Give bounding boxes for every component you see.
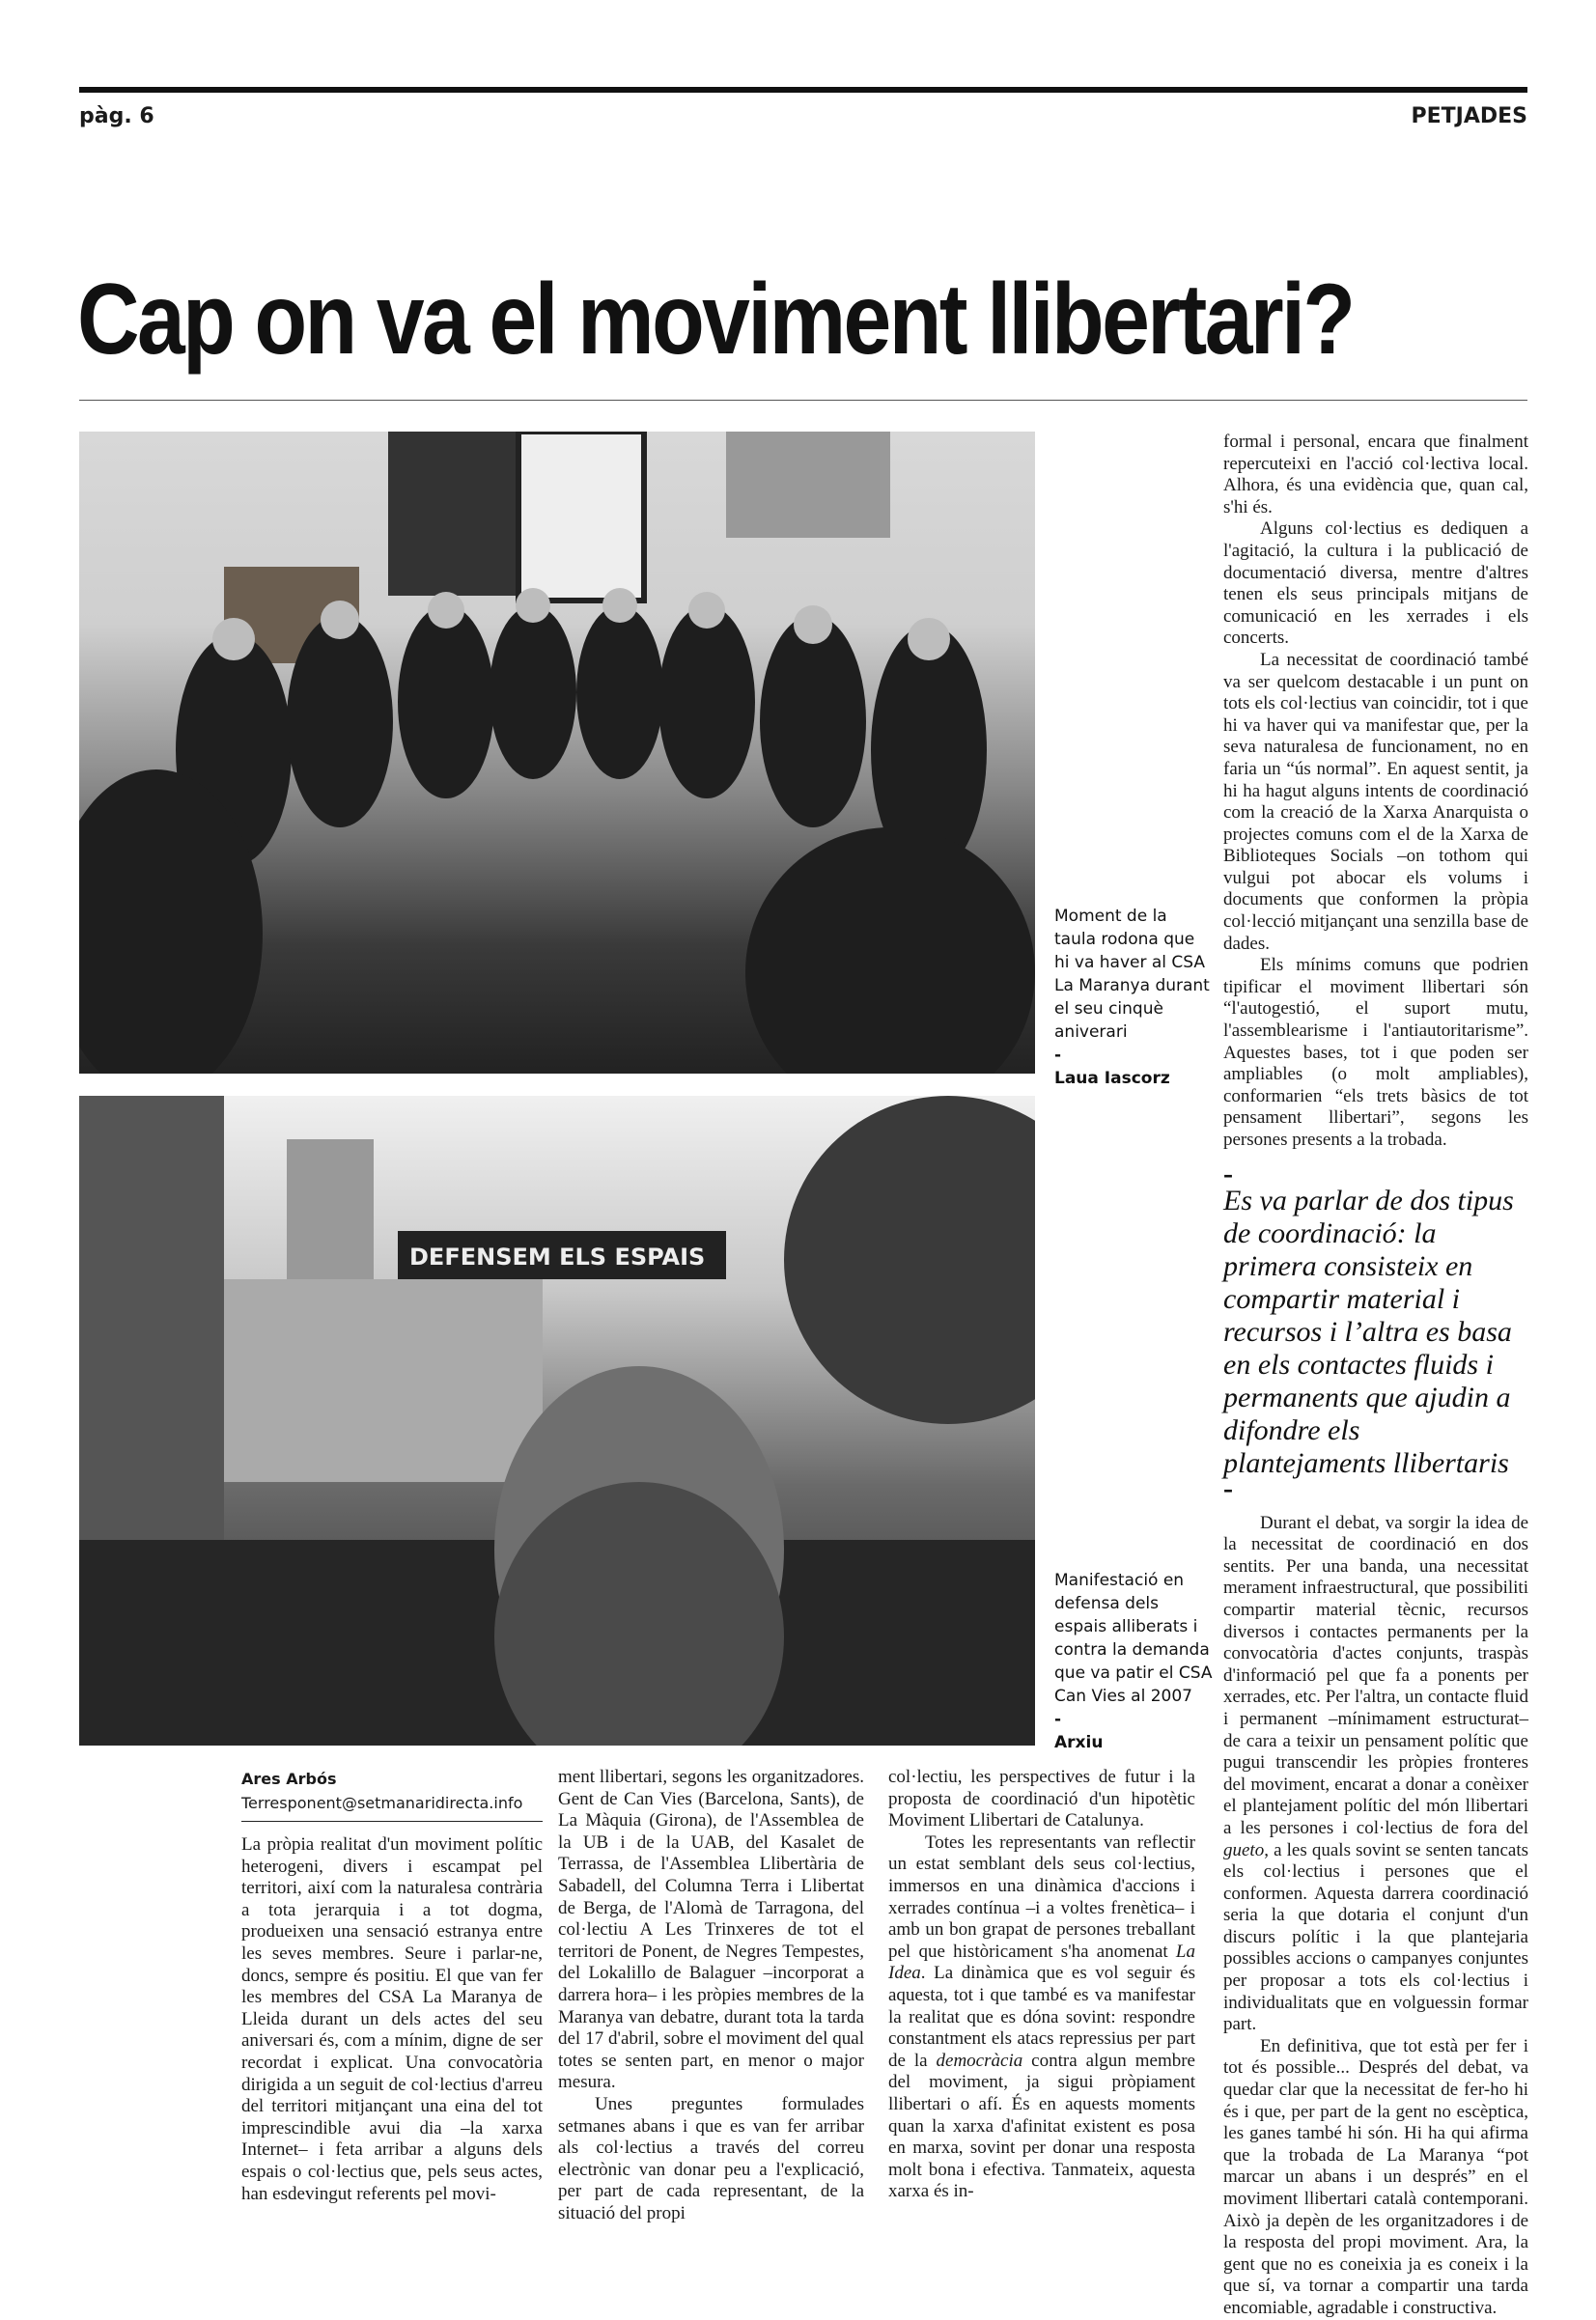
article-right-column	[1223, 432, 1528, 2320]
caption-separator: -	[1054, 1710, 1062, 1729]
photo-demonstration-illustration	[79, 1096, 1035, 1746]
article-column-1	[241, 1834, 543, 2205]
headline: Cap on va el moviment llibertari?	[77, 264, 1354, 376]
photo-credit: Arxiu	[1054, 1733, 1104, 1752]
pull-quote-text: Es va parlar de dos tipus de coordinació: la primera consisteix en compartir material i recursos i l’altra es basa en els contactes fluids i permanents que ajudin a difondre els plantejaments llibertaris	[1223, 1184, 1514, 1479]
emphasis: democràcia	[936, 2050, 1023, 2071]
caption-separator: -	[1054, 1046, 1062, 1065]
author-name: Ares Arbós	[241, 1770, 337, 1788]
article-column-right-top	[1223, 432, 1528, 1152]
paragraph: En definitiva, que tot està per fer i tot és possible... Després del debat, va quedar clar que la necessitat de fer-ho hi és i que, per part de la gent no escèptica, les ganes també hi són. Hi ha qui afirma que la trobada de La Maranya “pot marcar un abans i un després” en el moviment llibertari català contemporani. Això ja depèn de les organitzadores i de la resposta del propi moviment. Ara, la gent que no es coneixia ja es coneix i la que sí, va tornar a compartir una tarda encomiable, agradable i constructiva.	[1223, 2035, 1528, 2318]
text-run: , a les quals sovint se senten tancats els col·lectius i persones que el conformen. Aquesta darrera coordinació seria la que dotaria el conjunt d'un discurs polític i la que plantejaria possibles accions o campanyes conjuntes per proposar a tots els col·lectius i individualitats que en volguessin formar part.	[1223, 1839, 1528, 2035]
article-column-right-bottom	[1223, 1513, 1528, 2320]
page-number: pàg. 6	[79, 104, 154, 128]
paragraph: Alguns col·lectius es dediquen a l'agitació, la cultura i la publicació de documentació diversa, mentre d'altres tenen els seus principals mitjans de comunicació en les xerrades i els concerts.	[1223, 518, 1528, 649]
caption-text: Moment de la taula rodona que hi va haver al CSA La Maranya durant el seu cinquè aniverari	[1054, 907, 1210, 1042]
article-column-3	[888, 1767, 1195, 2203]
pull-quote	[1223, 1162, 1528, 1501]
photo-caption	[1054, 1569, 1214, 1754]
emphasis: gueto	[1223, 1839, 1265, 1860]
paragraph: Els mínims comuns que podrien tipificar el moviment llibertari són “l'autogestió, el suport mutu, l'assemblearisme i l'antiautoritarisme”. Aquestes bases, tot i que poden ser ampliables (o molt ampliables), conformarien “els trets bàsics de tot pensament llibertari”, segons les persones presents a la trobada.	[1223, 955, 1528, 1150]
paragraph: La pròpia realitat d'un moviment polític heterogeni, divers i escampat pel territori, així com la naturalesa contrària a tota jerarquia i a tot dogma, produeixen una sensació estranya entre les seves membres. Seure i parlar-ne, doncs, sempre és positiu. El que van fer les membres del CSA La Maranya de Lleida durant un dels actes del seu aniversari és, com a mínim, digne de ser recordat i explicat. Una convocatòria dirigida a un seguit de col·lectius d'arreu del territori mitjançant una eina del tot imprescindible avui dia –la xarxa Internet– i feta arribar a alguns dels espais o col·lectius que, pels seus actes, han esdevingut referents pel movi-	[241, 1834, 543, 2204]
article-column-2	[558, 1767, 864, 2224]
title-rule	[79, 400, 1527, 401]
quote-dash-bottom: –	[1223, 1477, 1233, 1501]
text-run: Totes les representants van reflectir un estat semblant dels seus col·lectius, immersos en una dinàmica d'accions i xerrades contínua –i a voltes frenètica– i amb un bon grapat de persones treballant pel que històricament s'ha anomenat	[888, 1831, 1195, 1962]
paragraph: ment llibertari, segons les organitzadores. Gent de Can Vies (Barcelona, Sants), de La Màquia (Girona), de l'Assemblea de la UB i de la UAB, del Kasalet de Terrassa, de l'Assemblea Llibertària de Sabadell, del Columna Terra i Llibertat de Berga, de l'Alomà de Tarragona, del col·lectiu A Les Trinxeres de tot el territori de Ponent, de Negres Tempestes, del Lokalillo de Balaguer –incorporat a darrera hora– i les pròpies membres de la Maranya van debatre, durant tota la tarda del 17 d'abril, sobre el moviment del qual totes se senten part, en menor o major mesura.	[558, 1767, 864, 2093]
caption-text: Manifestació en defensa dels espais alliberats i contra la demanda que va patir el CSA Can Vies al 2007	[1054, 1571, 1213, 1706]
photo-caption	[1054, 905, 1214, 1090]
author-email[interactable]: Terresponent@setmanaridirecta.info	[241, 1794, 523, 1812]
photo-demonstration	[79, 1096, 1035, 1746]
emphasis: La Idea	[888, 1941, 1195, 1984]
text-run: contra algun membre del moviment, ja sigui pròpiament llibertari o afí. És en aquests moments quan la xarxa d'afinitat existent es posa en marxa, sovint per donar una resposta molt bona i efectiva. Tanmateix, aquesta xarxa és in-	[888, 2050, 1195, 2202]
text-run: . La dinàmica que es vol seguir és aquesta, tot i que també es va manifestar la realitat que es dóna sovint: respondre constantment els atacs repressius per part de la	[888, 1963, 1195, 2071]
quote-dash-top: –	[1223, 1162, 1233, 1187]
byline	[241, 1767, 543, 1822]
paragraph	[1223, 1513, 1528, 2036]
top-rule	[79, 87, 1527, 93]
paragraph: formal i personal, encara que finalment repercuteixi en l'acció col·lectiva local. Alhora, és una evidència que, quan cal, s'hi és.	[1223, 432, 1528, 517]
photo-credit: Laua Iascorz	[1054, 1069, 1170, 1088]
photo-round-table-illustration	[79, 432, 1035, 1074]
paragraph: La necessitat de coordinació també va ser quelcom destacable i un punt on tots els col·lectius van coincidir, tot i que hi va haver qui va manifestar que, per la seva naturalesa de funcionament, no en faria un “ús normal”. En aquest sentit, ja hi ha hagut alguns intents de coordinació com la creació de la Xarxa Anarquista o projectes comuns com el de la Xarxa de Biblioteques Socials –on tothom qui vulgui pot abocar els volums i documents que conformen la pròpia col·lecció mitjançant una senzilla base de dades.	[1223, 649, 1528, 954]
section-name: PETJADES	[1411, 104, 1527, 128]
photo-round-table	[79, 432, 1035, 1074]
paragraph	[888, 1832, 1195, 2203]
text-run: Durant el debat, va sorgir la idea de la necessitat de coordinació en dos sentits. Per una banda, una necessitat merament infraestructural, que possibiliti compartir material tècnic, recursos diversos i contactes permanents per la convocatòria d'actes conjunts, traspàs d'informació pel que fa a ponents per xerrades, etc. Per l'altra, un contacte fluid i permanent –mínimament estructurat– de cara a teixir un pensament polític que pugui transcendir les pròpies fronteres del moviment, encarat a donar a conèixer el plantejament polític del món llibertari a les persones i col·lectius de fora del	[1223, 1512, 1528, 1838]
paragraph: col·lectiu, les perspectives de futur i la proposta de coordinació d'un hipotètic Moviment Llibertari de Catalunya.	[888, 1767, 1195, 1831]
banner-text: DEFENSEM ELS ESPAIS	[409, 1244, 706, 1271]
paragraph: Unes preguntes formulades setmanes abans i que es van fer arribar als col·lectius a través del correu electrònic van donar peu a l'explicació, per part de cada representant, de la situació del propi	[558, 2093, 864, 2223]
